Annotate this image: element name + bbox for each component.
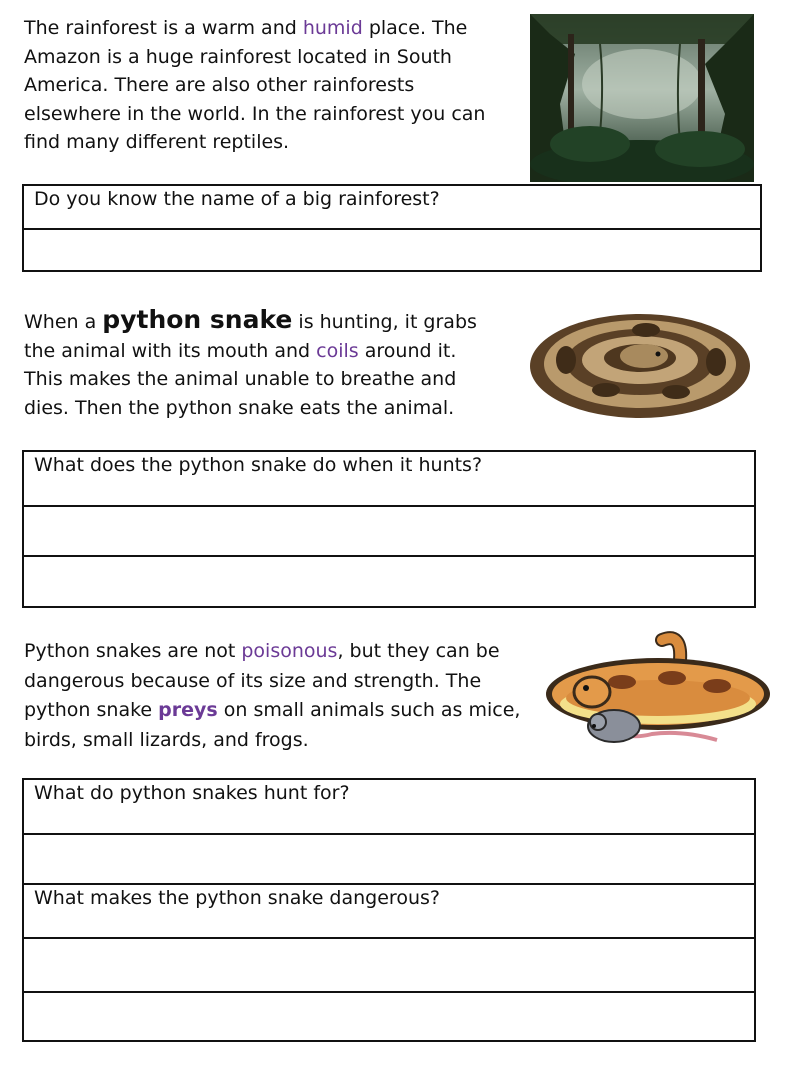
- answer-row[interactable]: [24, 939, 754, 993]
- answer-box-1: [22, 184, 762, 272]
- question-text: What makes the python snake dangerous?: [34, 887, 440, 909]
- answer-box-3: [22, 778, 756, 1042]
- rainforest-paragraph: [24, 14, 514, 157]
- question-text: What do python snakes hunt for?: [34, 782, 350, 804]
- answer-row[interactable]: [24, 993, 754, 1040]
- question-row[interactable]: [24, 780, 754, 835]
- answer-row[interactable]: [24, 507, 754, 557]
- rainforest-photo: [530, 14, 754, 182]
- answer-row[interactable]: [24, 230, 760, 270]
- vocab-humid: humid: [302, 17, 363, 39]
- answer-row[interactable]: [24, 557, 754, 606]
- question-row[interactable]: [24, 885, 754, 939]
- term-python-snake: python snake: [102, 305, 293, 334]
- question-text: Do you know the name of a big rainforest?: [34, 188, 440, 210]
- vocab-coils: coils: [316, 339, 359, 362]
- question-row[interactable]: [24, 452, 754, 507]
- ball-python-photo: [526, 300, 754, 422]
- vocab-preys: preys: [158, 699, 218, 721]
- text-segment: place. The Amazon is a huge rainforest located in South America. There are also other rainforests elsewhere in the world. In the rainforest you can find many different reptiles.: [24, 17, 486, 153]
- cartoon-python-with-mouse: [542, 630, 774, 754]
- answer-row[interactable]: [24, 835, 754, 885]
- question-row[interactable]: [24, 186, 760, 230]
- answer-box-2: [22, 450, 756, 608]
- question-text: What does the python snake do when it hunts?: [34, 454, 483, 476]
- vocab-poisonous: poisonous: [241, 640, 338, 662]
- danger-paragraph: Python snakes are not poisonous, but they can be dangerous because of its size and strength. The python snake preys on small animals such as mice, birds, small lizards, and frogs.: [24, 640, 521, 751]
- text-segment: The rainforest is a warm and: [24, 17, 303, 39]
- python-paragraph: When a python snake is hunting, it grabs the animal with its mouth and coils around it. This makes the animal unable to breathe and dies. Then the python snake eats the animal.: [24, 305, 477, 419]
